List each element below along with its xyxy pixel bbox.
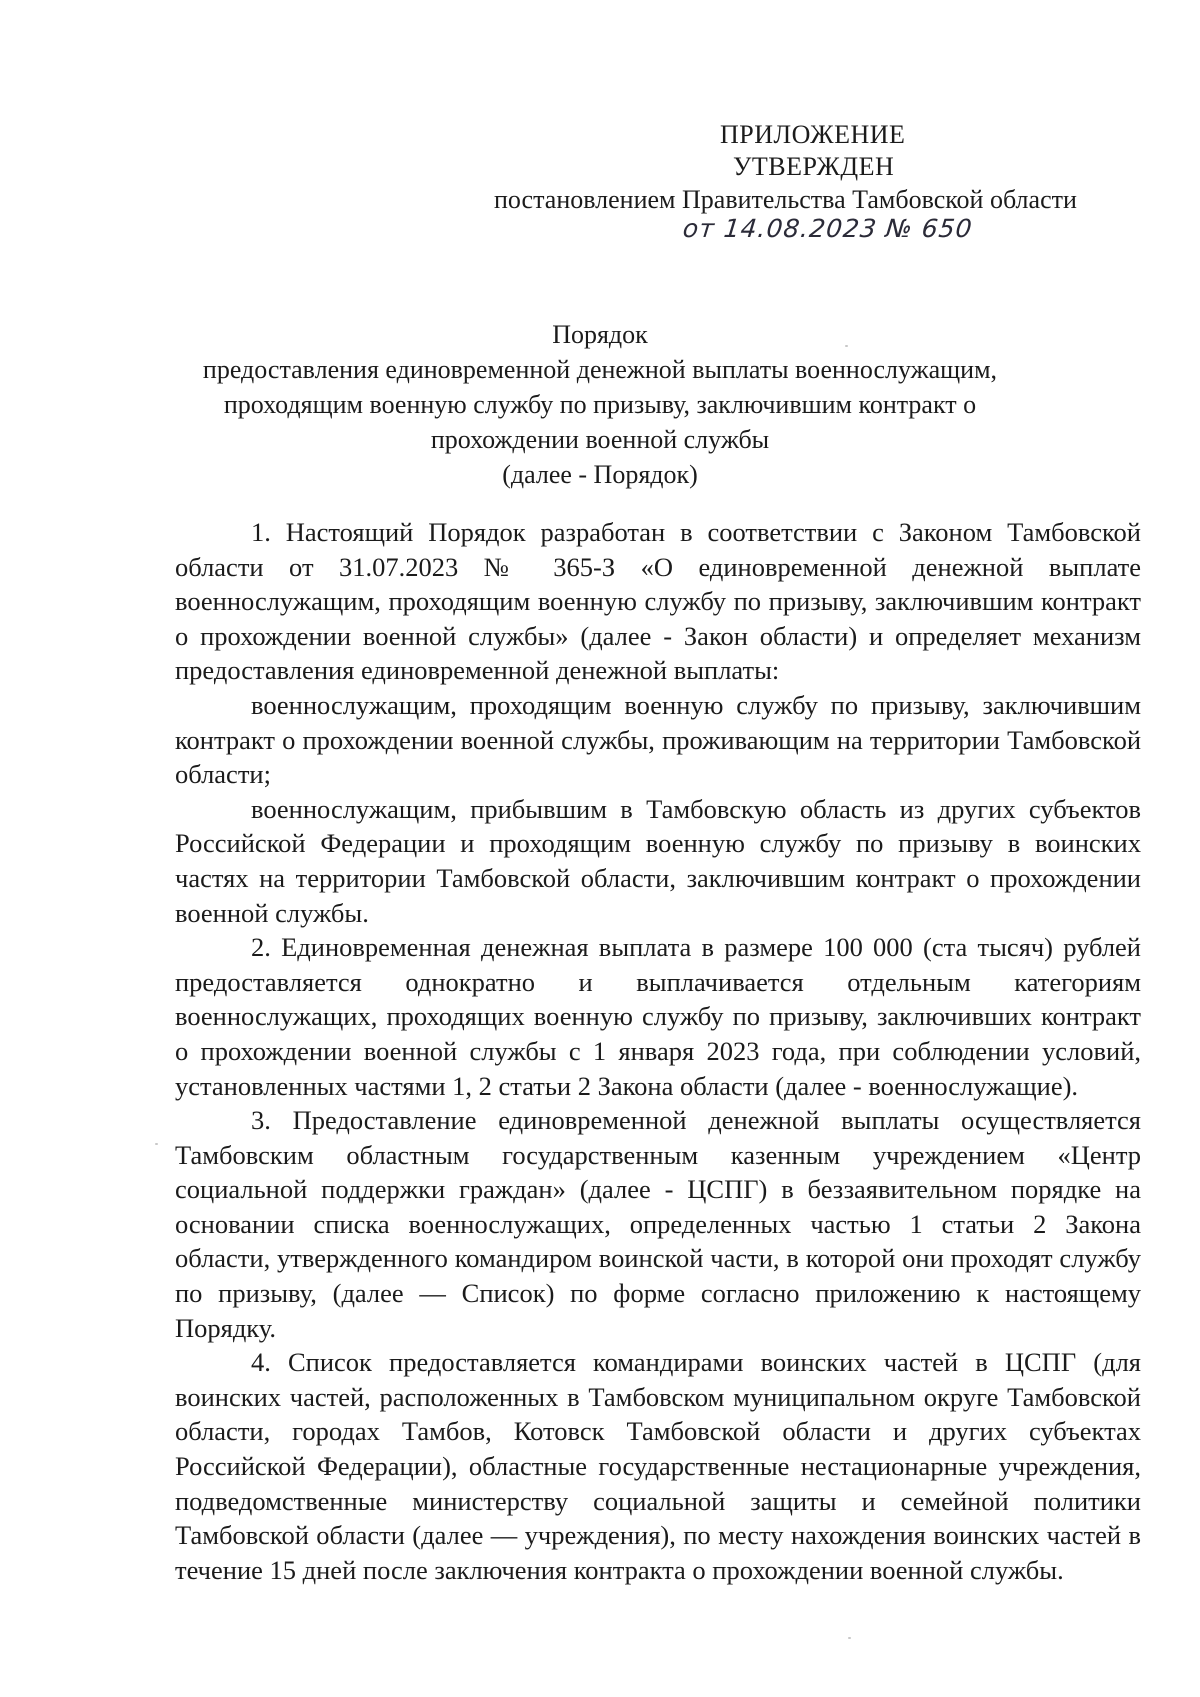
scan-speck [845,345,848,347]
paragraph-4: 4. Список предоставляется командирами воинских частей в ЦСПГ (для воинских частей, расположенных в Тамбовском муниципальном округе Тамбовской области, городах Тамбов, Котовск Тамбовской области и других субъектах Российской Федерации), областные государственные нестационарные учреждения, подведомственные министерству социальной защиты и семейной политики Тамбовской области (далее — учреждения), по месту нахождения воинских частей в течение 15 дней после заключения контракта о прохождении военной службы. [175,1347,1141,1585]
paragraph-1-item-a: военнослужащим, проходящим военную службу по призыву, заключившим контракт о прохождении военной службы, проживающим на территории Тамбовской области; [175,689,1141,790]
approved-heading: УТВЕРЖДЕН [733,152,895,181]
paragraph-2: 2. Единовременная денежная выплата в размере 100 000 (ста тысяч) рублей предоставляется однократно и выплачивается отдельным категориям военнослужащих, проходящих военную службу по призыву, заключивших контракт о прохождении военной службы с 1 января 2023 года, при соблюдении условий, установленных частями 1, 2 статьи 2 Закона области (далее - военнослужащие). [175,932,1141,1101]
title-line: (далее - Порядок) [502,460,698,489]
scan-speck [155,1143,158,1145]
title-line: предоставления единовременной денежной выплаты военнослужащим, [202,355,998,384]
title-line: прохождении военной службы [430,425,770,454]
document-body [175,515,1141,1587]
title-line: проходящим военную службу по призыву, заключившим контракт о [223,390,977,419]
handwritten-date-number: от 14.08.2023 № 650 [681,214,975,243]
appendix-heading: ПРИЛОЖЕНИЕ [720,120,906,149]
document-title [150,317,1050,492]
decree-reference: постановлением Правительства Тамбовской области [494,185,1077,214]
paragraph-3: 3. Предоставление единовременной денежной выплаты осуществляется Тамбовским областным государственным казенным учреждением «Центр социальной поддержки граждан» (далее - ЦСПГ) в беззаявительном порядке на основании списка военнослужащих, определенных частью 1 статьи 2 Закона области, утвержденного командиром воинской части, в которой они проходят службу по призыву, (далее — Список) по форме согласно приложению к настоящему Порядку. [175,1105,1141,1343]
title-line: Порядок [552,320,648,349]
scan-speck [848,1637,851,1639]
paragraph-1: 1. Настоящий Порядок разработан в соответствии с Законом Тамбовской области от 31.07.2023 № 365-З «О единовременной денежной выплате военнослужащим, проходящим военную службу по призыву, заключившим контракт о прохождении военной службы» (далее - Закон области) и определяет механизм предоставления единовременной денежной выплаты: [175,517,1141,686]
paragraph-1-item-b: военнослужащим, прибывшим в Тамбовскую область из других субъектов Российской Федерации и проходящим военную службу по призыву в воинских частях на территории Тамбовской области, заключившим контракт о прохождении военной службы. [175,793,1141,928]
